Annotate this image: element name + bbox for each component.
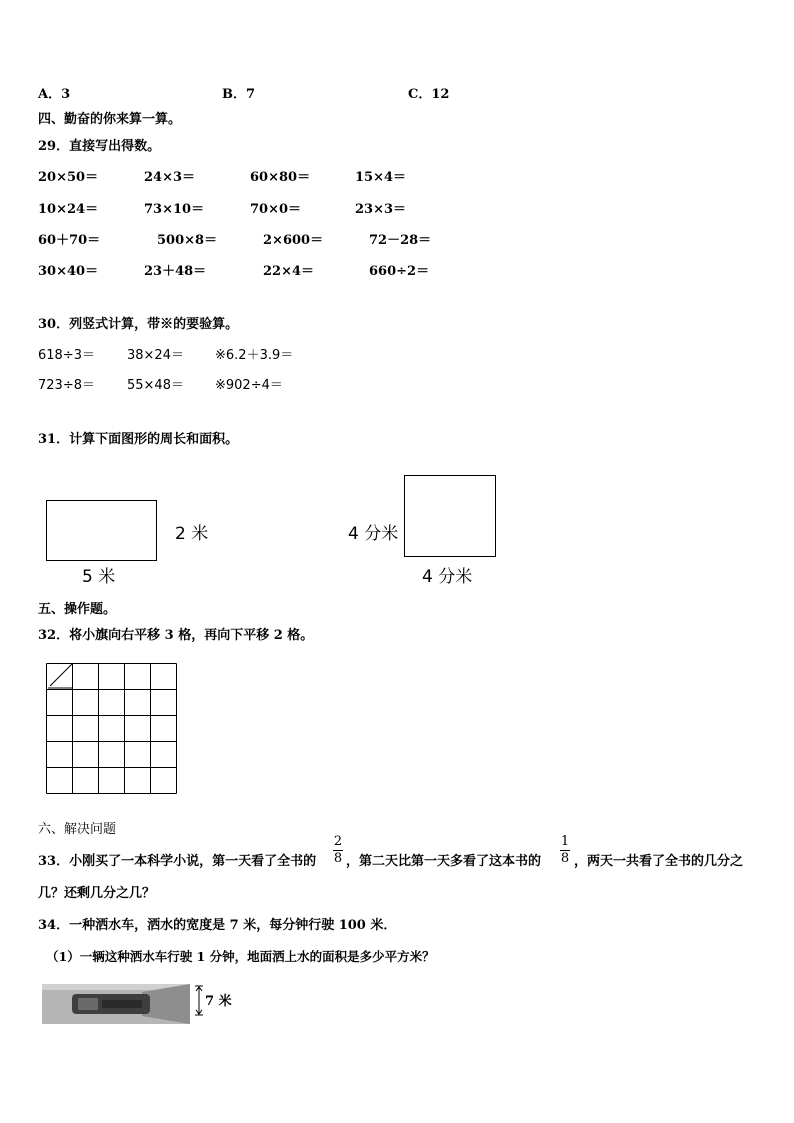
option-a: A．3 <box>38 87 71 102</box>
rectangle-height-label: 2 米 <box>175 524 209 544</box>
section-4-title: 四、勤奋的你来算一算。 <box>38 112 182 127</box>
option-b: B．7 <box>222 87 256 102</box>
q30-problem: ※6.2＋3.9＝ <box>215 348 294 363</box>
option-c: C．12 <box>408 87 450 102</box>
square-figure <box>404 475 496 557</box>
square-side-label: 4 分米 <box>348 524 399 544</box>
q29-problem: 22×4＝ <box>263 264 315 279</box>
q29-problem: 73×10＝ <box>144 202 205 217</box>
q29-problem: 660÷2＝ <box>369 264 430 279</box>
q33-text-part2: ，第二天比第一天多看了这本书的 <box>346 854 542 869</box>
q29-problem: 72－28＝ <box>369 233 432 248</box>
q29-problem: 15×4＝ <box>355 170 407 185</box>
section-6-title: 六、解决问题 <box>38 822 117 837</box>
q29-problem: 24×3＝ <box>144 170 196 185</box>
q29-problem: 2×600＝ <box>263 233 324 248</box>
question-31-title: 31．计算下面图形的周长和面积。 <box>38 432 239 447</box>
question-29-title: 29．直接写出得数。 <box>38 139 161 154</box>
square-bottom-label: 4 分米 <box>422 567 473 587</box>
fraction-numerator: 2 <box>333 834 343 849</box>
q30-problem: 723÷8＝ <box>38 378 95 393</box>
q29-problem: 60×80＝ <box>250 170 311 185</box>
flag-grid <box>46 663 179 795</box>
q33-text-line2: 几？还剩几分之几？ <box>38 886 156 901</box>
section-5-title: 五、操作题。 <box>38 602 117 617</box>
width-arrow-icon <box>193 985 205 1017</box>
question-30-title: 30．列竖式计算，带※的要验算。 <box>38 317 239 332</box>
q29-problem: 30×40＝ <box>38 264 99 279</box>
q30-problem: 55×48＝ <box>127 378 184 393</box>
q30-problem: 618÷3＝ <box>38 348 95 363</box>
flag-shape <box>48 664 73 689</box>
truck-width-label: 7 米 <box>205 994 232 1009</box>
fraction-numerator: 1 <box>560 834 570 849</box>
fraction-denominator: 8 <box>333 851 343 866</box>
q29-problem: 23＋48＝ <box>144 264 207 279</box>
q29-problem: 10×24＝ <box>38 202 99 217</box>
q33-fraction-2-8 <box>333 835 343 866</box>
q29-problem: 60＋70＝ <box>38 233 101 248</box>
q33-text-part3: ，两天一共看了全书的几分之 <box>574 854 744 869</box>
rectangle-figure <box>46 500 157 561</box>
q29-problem: 20×50＝ <box>38 170 99 185</box>
q29-problem: 70×0＝ <box>250 202 302 217</box>
q30-problem: ※902÷4＝ <box>215 378 283 393</box>
q33-text-part1: 33．小刚买了一本科学小说，第一天看了全书的 <box>38 854 317 869</box>
sprinkler-truck-image <box>42 980 192 1025</box>
question-32-title: 32．将小旗向右平移 3 格，再向下平移 2 格。 <box>38 628 314 643</box>
fraction-denominator: 8 <box>560 851 570 866</box>
question-34-part1: （1）一辆这种洒水车行驶 1 分钟，地面洒上水的面积是多少平方米？ <box>46 949 435 964</box>
q29-problem: 23×3＝ <box>355 202 407 217</box>
q29-problem: 500×8＝ <box>157 233 218 248</box>
rectangle-width-label: 5 米 <box>82 567 116 587</box>
q30-problem: 38×24＝ <box>127 348 184 363</box>
q33-fraction-1-8 <box>560 835 570 866</box>
question-34-title: 34．一种洒水车，洒水的宽度是 7 米，每分钟行驶 100 米． <box>38 918 397 933</box>
